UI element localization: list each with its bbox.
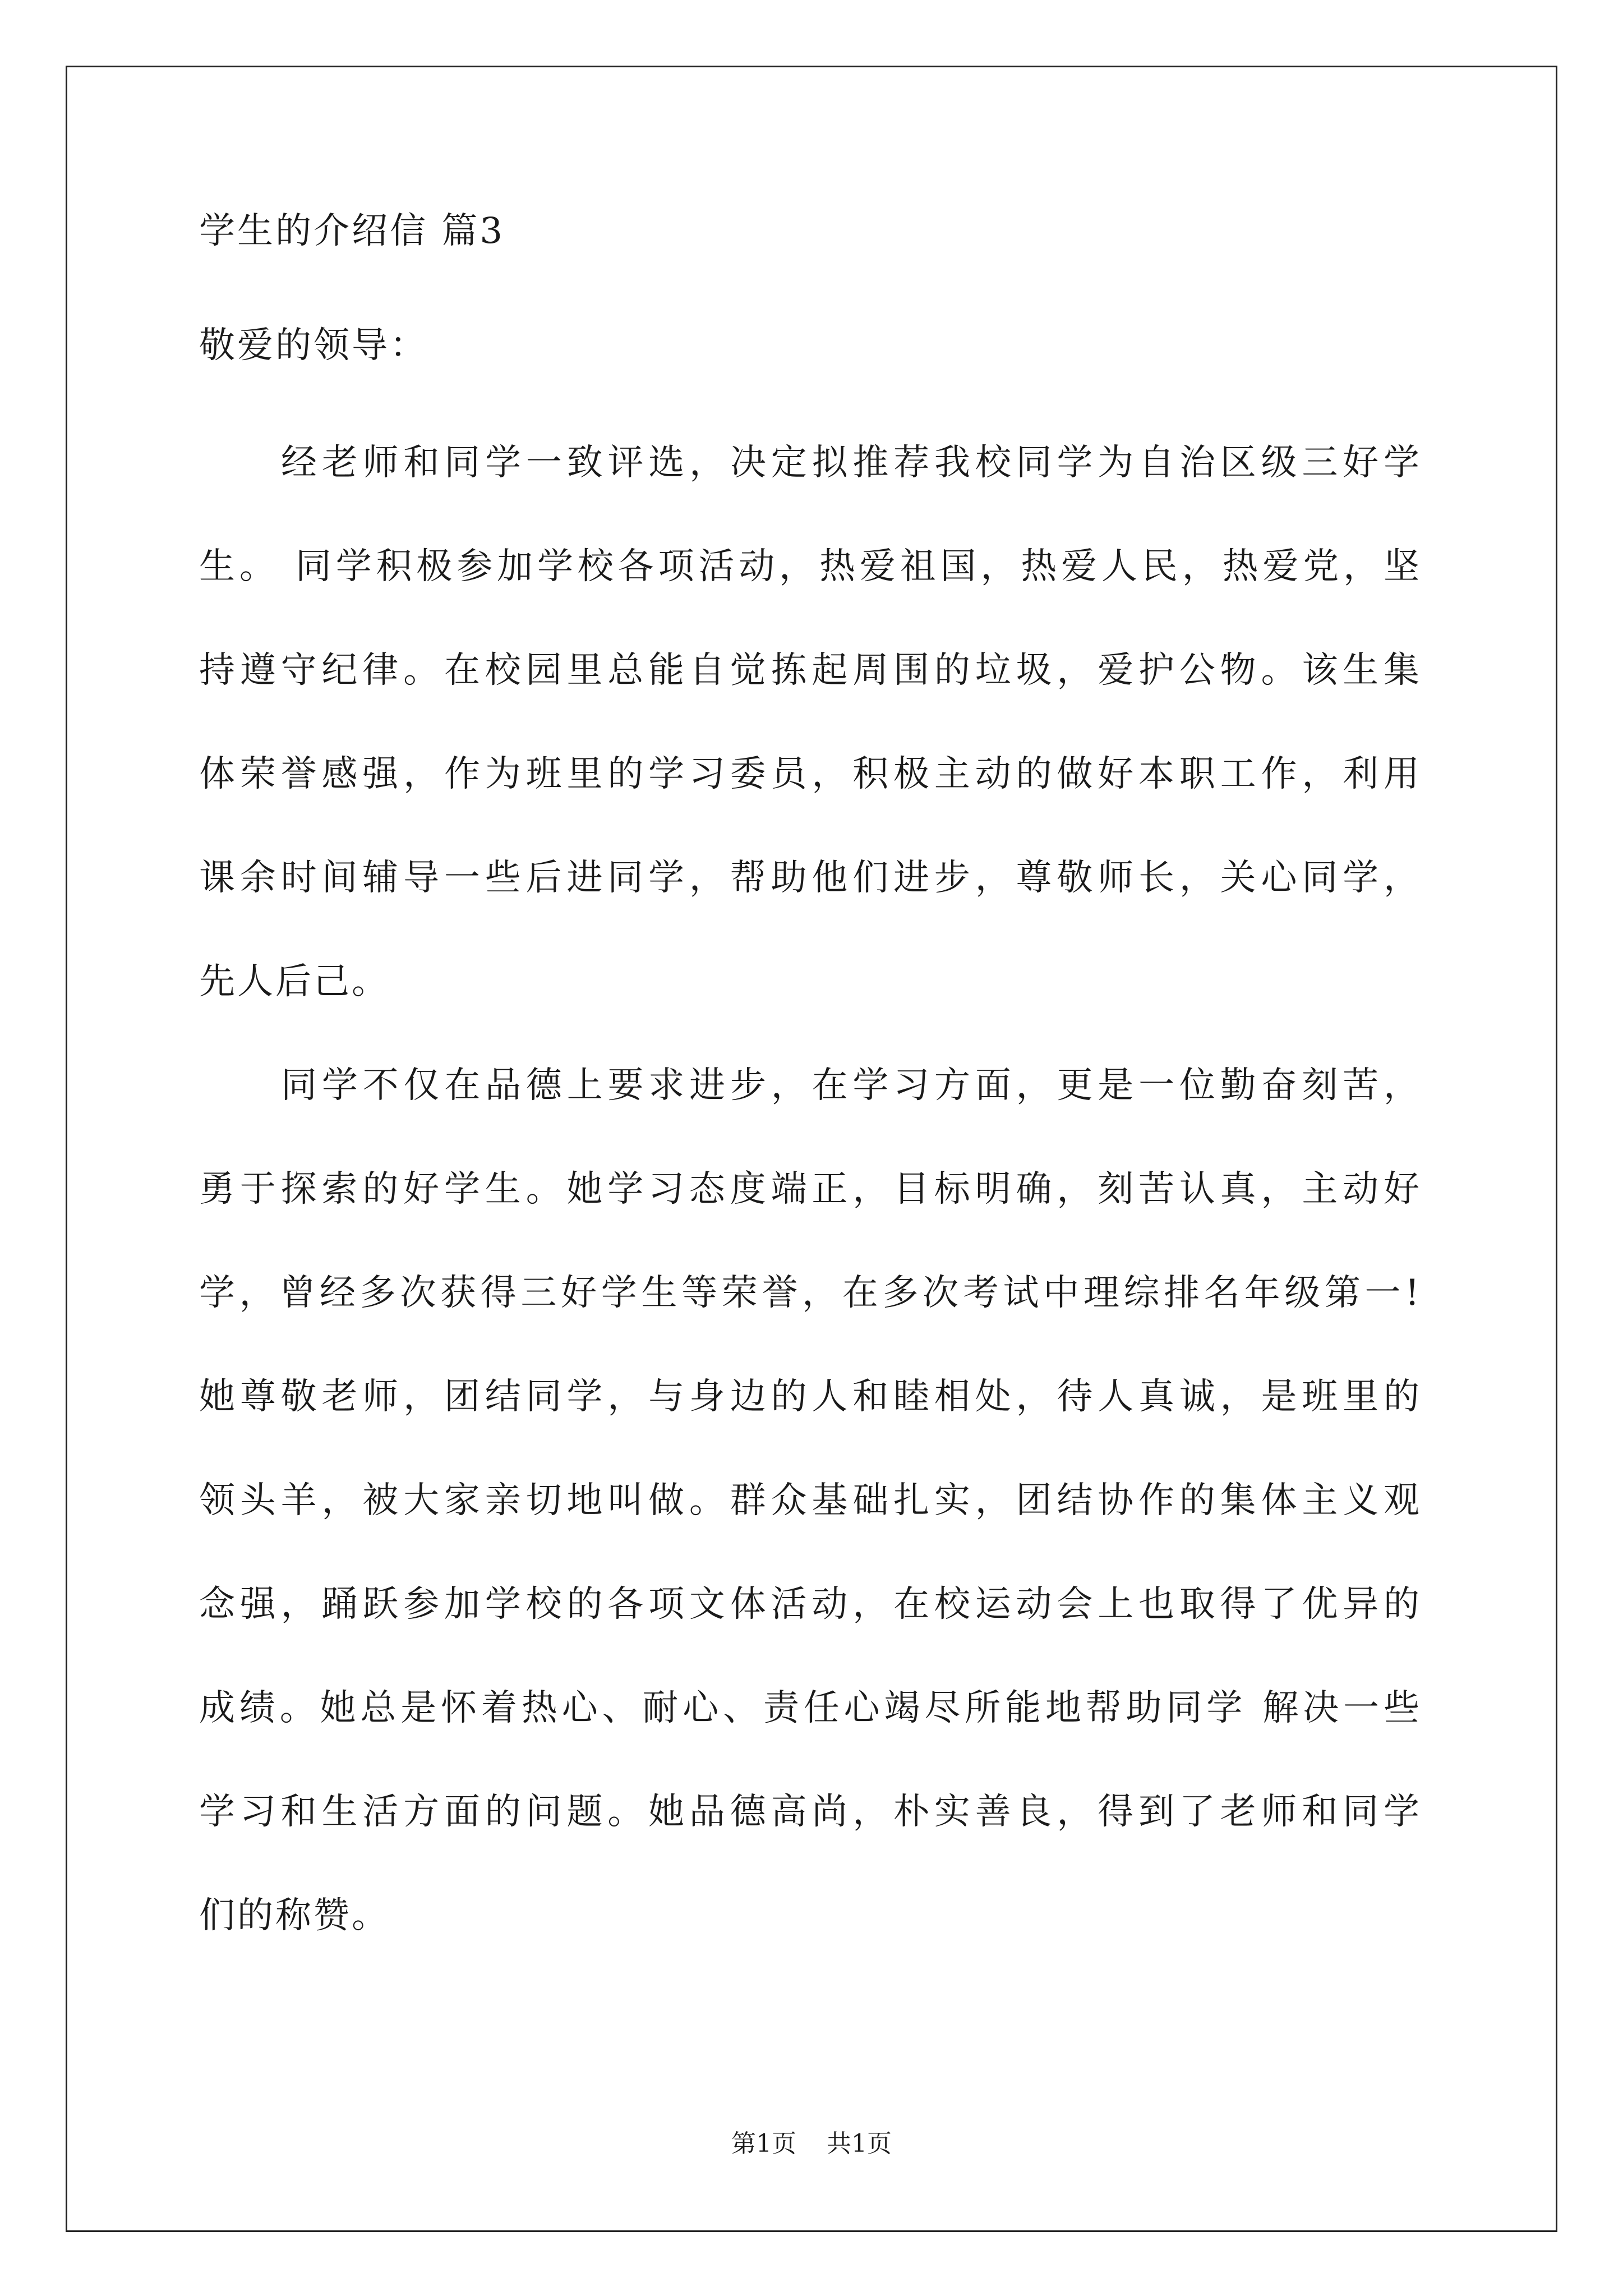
salutation: 敬爱的领导： [199,325,428,366]
page-footer [0,2123,1623,2159]
page-count: 共1页 [827,2129,892,2158]
paragraph-line: 们的称赞。 [199,1895,390,1936]
paragraph-line: 经老师和同学一致评选，决定拟推荐我校同学为自治区级三好学 [281,442,1422,484]
paragraph-line: 她尊敬老师，团结同学，与身边的人和睦相处，待人真诚，是班里的 [199,1376,1422,1418]
paragraph-line: 课余时间辅导一些后进同学，帮助他们进步，尊敬师长，关心同学， [199,857,1422,899]
document-title: 学生的介绍信 篇3 [199,210,505,252]
paragraph-line: 勇于探索的好学生。她学习态度端正，目标明确，刻苦认真，主动好 [199,1168,1422,1210]
paragraph-1 [199,442,1422,1002]
paragraph-line: 领头羊，被大家亲切地叫做。群众基础扎实，团结协作的集体主义观 [199,1480,1422,1521]
paragraph-line: 生。 同学积极参加学校各项活动，热爱祖国，热爱人民，热爱党，坚 [199,546,1422,587]
paragraph-line: 同学不仅在品德上要求进步，在学习方面，更是一位勤奋刻苦， [281,1065,1422,1106]
letter-body [199,210,1422,2001]
paragraph-line: 先人后己。 [199,961,390,1002]
page-number: 第1页 [731,2129,796,2158]
paragraph-2 [199,1065,1422,1936]
paragraph-line: 学，曾经多次获得三好学生等荣誉，在多次考试中理综排名年级第一! [199,1272,1422,1314]
paragraph-line: 成绩。她总是怀着热心、耐心、责任心竭尽所能地帮助同学 解决一些 [199,1687,1422,1729]
paragraph-line: 持遵守纪律。在校园里总能自觉拣起周围的垃圾，爱护公物。该生集 [199,650,1422,691]
paragraph-line: 体荣誉感强，作为班里的学习委员，积极主动的做好本职工作，利用 [199,753,1422,795]
paragraph-line: 念强，踊跃参加学校的各项文体活动，在校运动会上也取得了优异的 [199,1584,1422,1625]
paragraph-line: 学习和生活方面的问题。她品德高尚，朴实善良，得到了老师和同学 [199,1791,1422,1833]
